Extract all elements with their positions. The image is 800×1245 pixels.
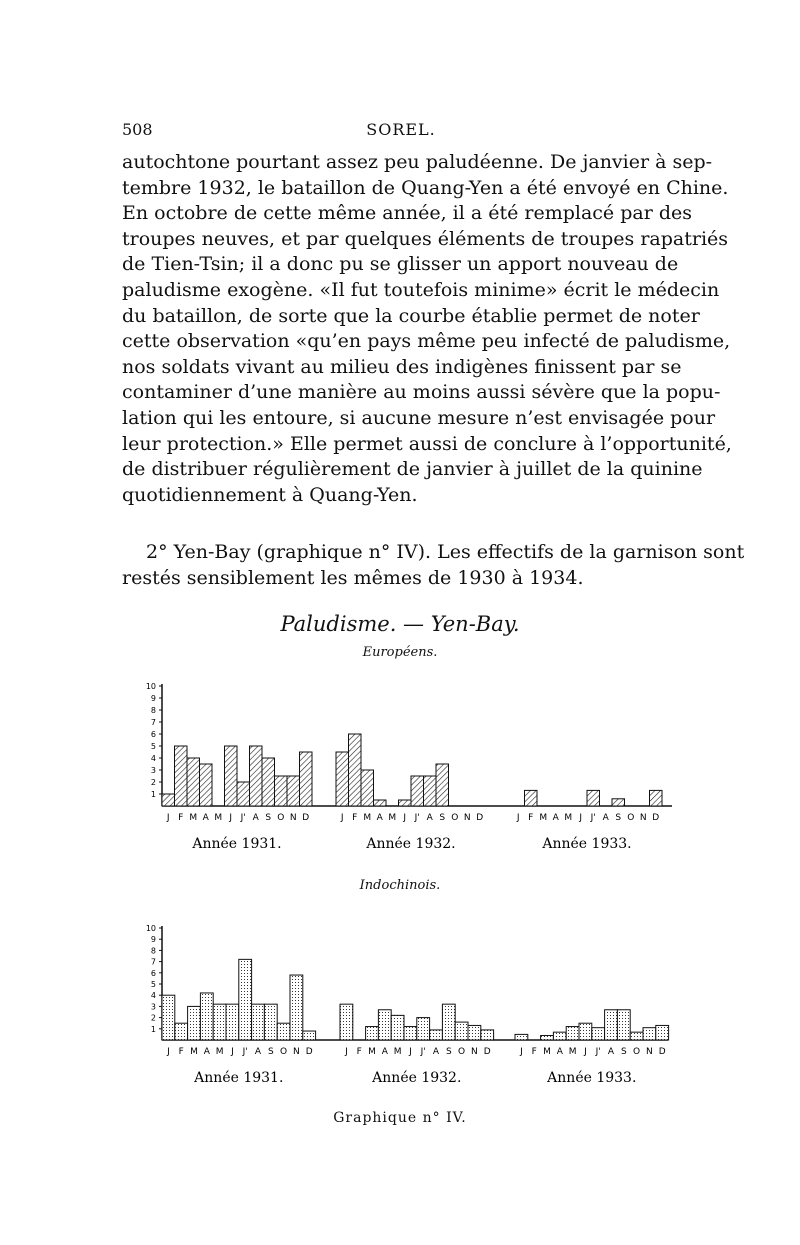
month-label: J xyxy=(231,1047,234,1057)
bar xyxy=(262,758,275,806)
text-line: troupes neuves, et par quelques éléments de troupes rapatriés xyxy=(122,227,729,250)
month-label: M xyxy=(568,1047,577,1057)
y-tick-label: 3 xyxy=(150,766,156,775)
bar xyxy=(656,1025,669,1040)
paragraph-quang-yen xyxy=(122,150,732,508)
bar xyxy=(541,1036,554,1040)
bar xyxy=(200,993,213,1040)
bar xyxy=(200,764,213,806)
month-label: J xyxy=(345,1047,348,1057)
bar xyxy=(239,959,252,1040)
month-label: D xyxy=(476,813,484,823)
month-label: J xyxy=(584,1047,587,1057)
month-label: A xyxy=(432,1047,440,1057)
y-tick-label: 2 xyxy=(150,1013,156,1023)
y-tick-label: 7 xyxy=(150,718,156,727)
bar xyxy=(592,1028,605,1040)
y-tick-label: 10 xyxy=(145,682,156,691)
chart-europeens xyxy=(0,670,800,870)
month-label: A xyxy=(381,1047,388,1057)
bar xyxy=(391,1015,404,1040)
bar xyxy=(630,1032,643,1040)
month-label: A xyxy=(556,1047,563,1057)
page-number: 508 xyxy=(122,120,153,139)
bar xyxy=(643,1028,656,1040)
bar xyxy=(525,790,538,806)
bar xyxy=(468,1025,481,1040)
bar xyxy=(225,746,238,806)
bar xyxy=(349,734,362,806)
bar xyxy=(424,776,437,806)
y-tick-label: 7 xyxy=(150,957,156,967)
month-label: O xyxy=(458,1047,466,1057)
bar xyxy=(612,799,625,806)
figure-caption: Graphique n° IV. xyxy=(333,1110,467,1126)
y-tick-label: 6 xyxy=(150,730,156,739)
month-label: D xyxy=(483,1047,491,1057)
month-label: N xyxy=(293,1047,300,1057)
month-label: A xyxy=(252,813,259,823)
text-line: nos soldats vivant au milieu des indigènes finissent par se xyxy=(122,355,682,378)
y-tick-label: 5 xyxy=(150,980,156,989)
text-line: cette observation «qu’en pays même peu infecté de paludisme, xyxy=(122,330,731,353)
month-label: J' xyxy=(590,813,596,823)
year-label: Année 1932. xyxy=(372,1070,462,1086)
text-line: restés sensiblement les mêmes de 1930 à 1934. xyxy=(122,566,584,589)
month-label: A xyxy=(254,1047,262,1057)
bar xyxy=(162,794,175,806)
month-label: D xyxy=(305,1047,313,1057)
month-label: N xyxy=(471,1047,478,1057)
month-label: J xyxy=(229,813,233,823)
month-label: J xyxy=(516,813,520,823)
bar xyxy=(481,1030,494,1040)
month-label: N xyxy=(289,813,297,823)
bar xyxy=(587,790,600,806)
bar xyxy=(374,800,387,806)
month-label: J xyxy=(403,813,407,823)
month-label: J xyxy=(340,813,344,823)
bar xyxy=(287,776,300,806)
month-label: F xyxy=(356,1047,362,1057)
month-label: M xyxy=(189,813,198,823)
bar xyxy=(175,1023,188,1040)
bar xyxy=(378,1010,391,1040)
bar xyxy=(442,1004,455,1040)
bar xyxy=(455,1022,468,1040)
bar xyxy=(336,752,349,806)
bar xyxy=(290,975,303,1040)
bar xyxy=(553,1032,566,1040)
bar xyxy=(237,782,250,806)
month-label: O xyxy=(280,1047,288,1057)
month-label: F xyxy=(178,1047,184,1057)
bar xyxy=(175,746,188,806)
month-label: A xyxy=(426,813,433,823)
month-label: A xyxy=(376,813,383,823)
month-label: O xyxy=(277,813,285,823)
month-label: F xyxy=(352,813,358,823)
month-label: M xyxy=(393,1047,402,1057)
text-line: 2° Yen-Bay (graphique n° IV). Les effectifs de la garnison sont xyxy=(146,541,745,563)
figure-title: Paludisme. — Yen-Bay. xyxy=(280,612,520,636)
paragraph-yen-bay xyxy=(122,540,745,591)
text-line: contaminer d’une manière au moins aussi sévère que la popu- xyxy=(122,381,721,404)
month-label: A xyxy=(607,1047,615,1057)
month-label: J xyxy=(520,1047,523,1057)
text-line: lation qui les entoure, si aucune mesure n’est envisagée pour xyxy=(122,406,716,429)
bar xyxy=(617,1010,630,1040)
text-line: En octobre de cette même année, il a été remplacé par des xyxy=(122,202,692,225)
bar xyxy=(277,1023,290,1040)
bar xyxy=(650,790,663,806)
month-label: D xyxy=(302,813,310,823)
year-label: Année 1931. xyxy=(192,836,282,852)
text-line: paludisme exogène. «Il fut toutefois minime» écrit le médecin xyxy=(122,278,720,301)
month-label: N xyxy=(463,813,471,823)
month-label: M xyxy=(388,813,397,823)
bar xyxy=(303,1031,316,1040)
bar xyxy=(300,752,313,806)
y-tick-label: 5 xyxy=(150,742,156,751)
y-tick-label: 10 xyxy=(145,924,156,933)
year-label: Année 1932. xyxy=(366,836,456,852)
month-label: F xyxy=(178,813,184,823)
bar xyxy=(411,776,424,806)
page-header xyxy=(122,120,680,144)
y-tick-label: 4 xyxy=(150,754,156,763)
month-label: M xyxy=(539,813,548,823)
month-label: M xyxy=(190,1047,198,1057)
year-label: Année 1933. xyxy=(547,1070,637,1086)
year-label: Année 1931. xyxy=(194,1070,284,1086)
month-label: J xyxy=(166,813,170,823)
bar xyxy=(250,746,263,806)
bar xyxy=(275,776,288,806)
month-label: J' xyxy=(414,813,420,823)
month-label: S xyxy=(615,813,622,823)
text-line: quotidiennement à Quang-Yen. xyxy=(122,483,418,506)
bar xyxy=(404,1027,417,1040)
bar xyxy=(579,1023,592,1040)
y-tick-label: 8 xyxy=(150,706,156,715)
y-tick-label: 8 xyxy=(150,946,156,956)
bar xyxy=(252,1004,265,1040)
bar xyxy=(213,1004,226,1040)
text-line: leur protection.» Elle permet aussi de conclure à l’opportunité, xyxy=(122,432,732,455)
bar xyxy=(361,770,374,806)
bar xyxy=(162,995,175,1040)
y-tick-label: 1 xyxy=(150,1024,156,1034)
month-label: S xyxy=(267,1047,274,1057)
bar xyxy=(515,1034,528,1040)
month-label: O xyxy=(633,1047,641,1057)
text-line: de distribuer régulièrement de janvier à juillet de la quinine xyxy=(122,458,703,481)
y-tick-label: 1 xyxy=(150,790,156,799)
month-label: A xyxy=(202,813,209,823)
y-tick-label: 2 xyxy=(150,778,156,787)
month-label: O xyxy=(451,813,459,823)
month-label: A xyxy=(552,813,559,823)
y-tick-label: 6 xyxy=(150,968,156,978)
month-label: M xyxy=(368,1047,376,1057)
month-label: S xyxy=(445,1047,452,1057)
month-label: M xyxy=(214,813,223,823)
month-label: N xyxy=(646,1047,653,1057)
month-label: M xyxy=(215,1047,224,1057)
y-tick-label: 9 xyxy=(150,694,156,703)
month-label: D xyxy=(652,813,660,823)
month-label: J' xyxy=(595,1047,601,1057)
bar xyxy=(399,800,412,806)
month-label: J xyxy=(579,813,583,823)
bar xyxy=(605,1010,618,1040)
month-label: J' xyxy=(240,813,246,823)
month-label: M xyxy=(363,813,372,823)
text-line: du bataillon, de sorte que la courbe établie permet de noter xyxy=(122,304,700,327)
year-label: Année 1933. xyxy=(542,836,632,852)
y-tick-label: 3 xyxy=(150,1002,156,1012)
bar xyxy=(566,1027,579,1040)
month-label: A xyxy=(203,1047,210,1057)
text-line: autochtone pourtant assez peu paludéenne. De janvier à sep- xyxy=(122,151,713,173)
month-label: S xyxy=(439,813,446,823)
month-label: M xyxy=(543,1047,551,1057)
month-label: N xyxy=(639,813,647,823)
month-label: M xyxy=(564,813,573,823)
bar xyxy=(436,764,449,806)
month-label: O xyxy=(627,813,635,823)
bar xyxy=(340,1004,353,1040)
month-label: S xyxy=(265,813,272,823)
month-label: S xyxy=(620,1047,627,1057)
month-label: J' xyxy=(242,1047,248,1057)
chart-indochinois xyxy=(0,900,800,1110)
month-label: A xyxy=(602,813,609,823)
month-label: J xyxy=(167,1047,170,1057)
month-label: F xyxy=(528,813,534,823)
bar xyxy=(417,1018,430,1040)
text-line: de Tien-Tsin; il a donc pu se glisser un apport nouveau de xyxy=(122,253,679,276)
bar xyxy=(430,1030,443,1040)
bar xyxy=(188,1006,201,1040)
bar xyxy=(264,1004,277,1040)
text-line: tembre 1932, le bataillon de Quang-Yen a été envoyé en Chine. xyxy=(122,176,729,199)
month-label: F xyxy=(531,1047,537,1057)
bar xyxy=(366,1027,379,1040)
month-label: J' xyxy=(420,1047,426,1057)
bar xyxy=(187,758,200,806)
bar xyxy=(226,1004,239,1040)
y-tick-label: 4 xyxy=(150,991,156,1001)
month-label: J xyxy=(409,1047,412,1057)
running-head: SOREL. xyxy=(366,120,436,139)
y-tick-label: 9 xyxy=(150,935,156,945)
month-label: D xyxy=(658,1047,666,1057)
chart-title-indochinois: Indochinois. xyxy=(359,878,441,893)
chart-title-europeens: Européens. xyxy=(362,645,438,660)
